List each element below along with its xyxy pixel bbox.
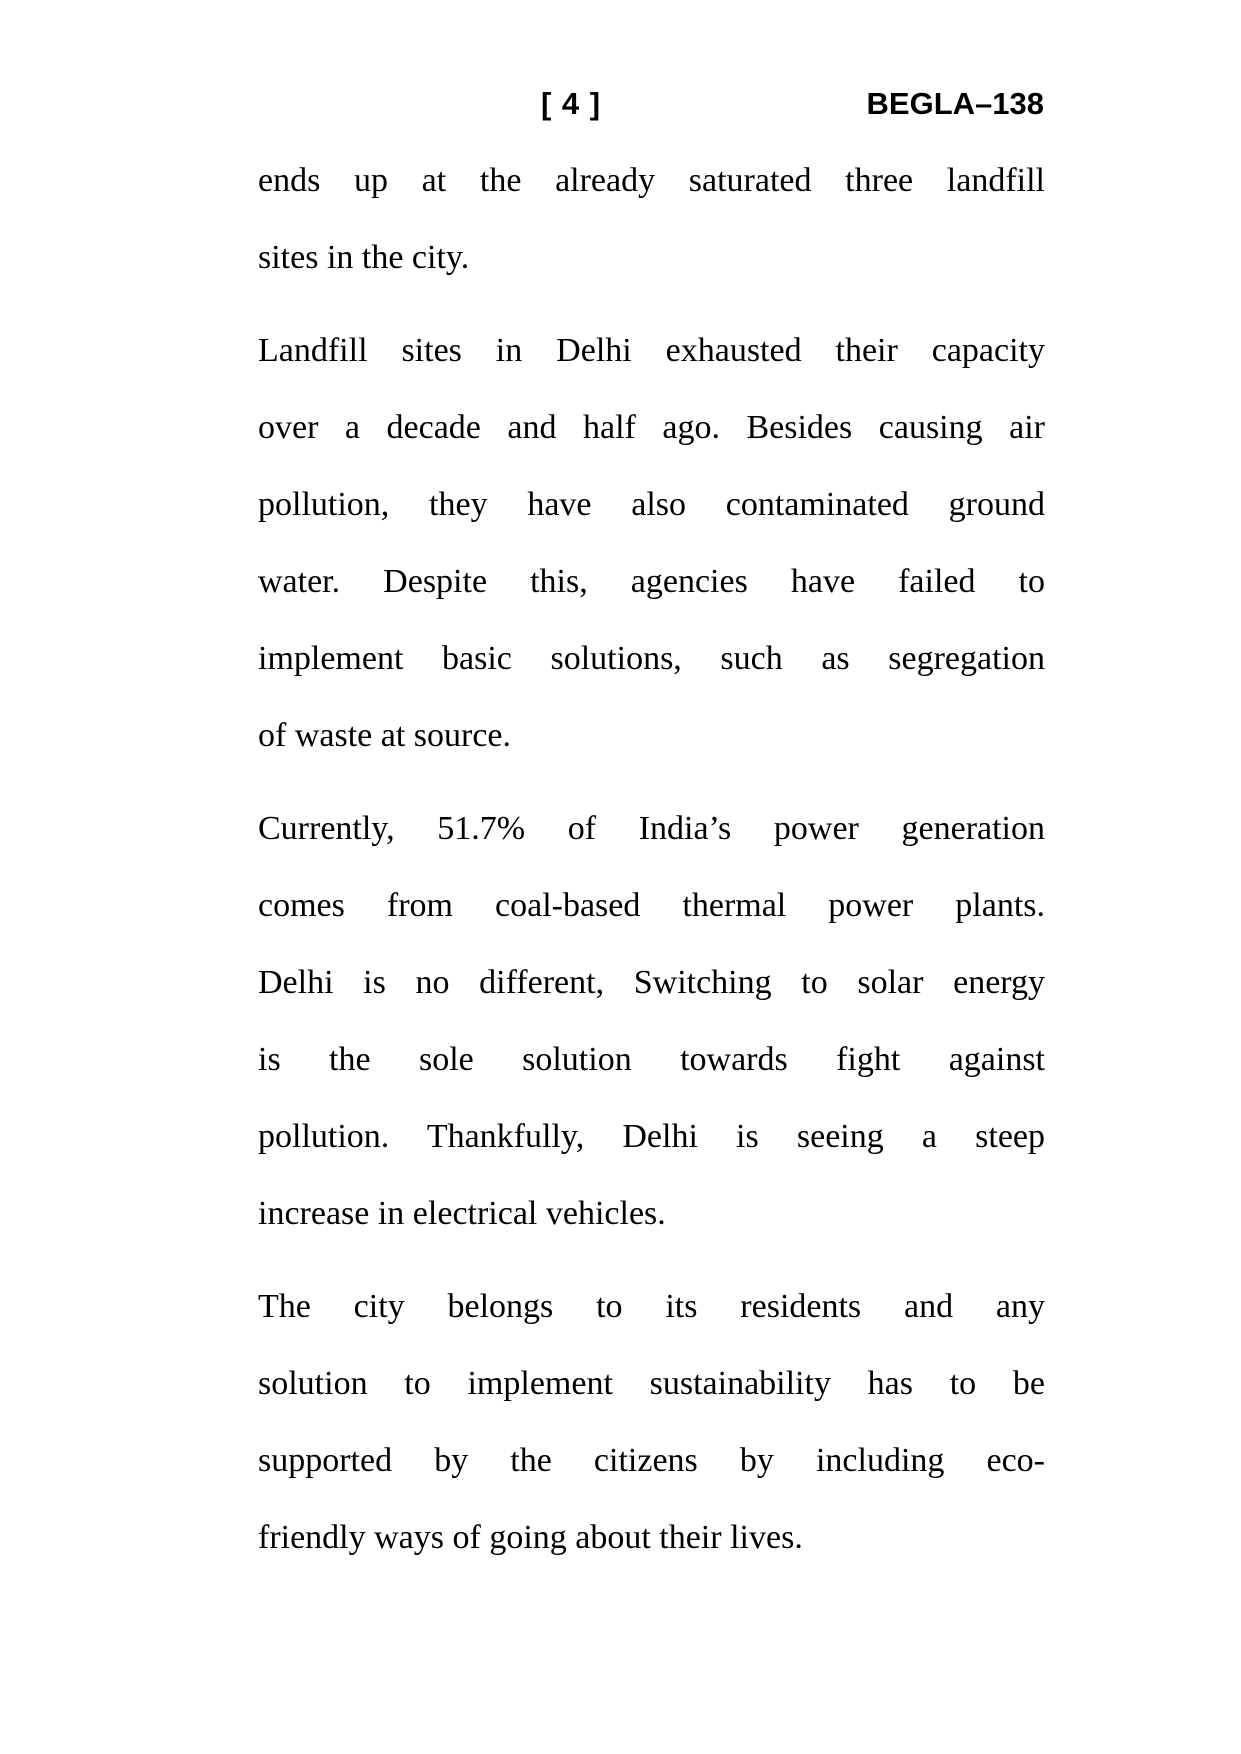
text-line: of waste at source. <box>258 717 512 754</box>
paragraph <box>258 142 1045 296</box>
text-line: sites in the city. <box>258 239 470 276</box>
text-line: solution to implement sustainability has to be <box>258 1365 1045 1402</box>
course-code: BEGLA–138 <box>866 86 1044 121</box>
text-line: Delhi is no different, Switching to solar energy <box>258 964 1045 1001</box>
text-line: implement basic solutions, such as segregation <box>258 640 1045 677</box>
text-line: The city belongs to its residents and any <box>258 1288 1045 1325</box>
text-line: ends up at the already saturated three landfill <box>258 162 1045 199</box>
paragraph <box>258 312 1045 774</box>
text-line: pollution, they have also contaminated ground <box>258 486 1045 523</box>
page-header <box>0 86 1241 128</box>
page-body <box>258 142 1045 1592</box>
text-line: water. Despite this, agencies have failed to <box>258 563 1045 600</box>
text-line: supported by the citizens by including eco- <box>258 1442 1045 1479</box>
text-line: over a decade and half ago. Besides causing air <box>258 409 1045 446</box>
text-line: friendly ways of going about their lives. <box>258 1519 803 1556</box>
paragraph <box>258 790 1045 1252</box>
paragraph <box>258 1268 1045 1576</box>
text-line: is the sole solution towards fight against <box>258 1041 1045 1078</box>
text-line: comes from coal-based thermal power plants. <box>258 887 1045 924</box>
text-line: increase in electrical vehicles. <box>258 1195 666 1232</box>
text-line: pollution. Thankfully, Delhi is seeing a steep <box>258 1118 1045 1155</box>
text-line: Currently, 51.7% of India’s power generation <box>258 810 1045 847</box>
page-number: [ 4 ] <box>541 86 602 121</box>
text-line: Landfill sites in Delhi exhausted their capacity <box>258 332 1045 369</box>
